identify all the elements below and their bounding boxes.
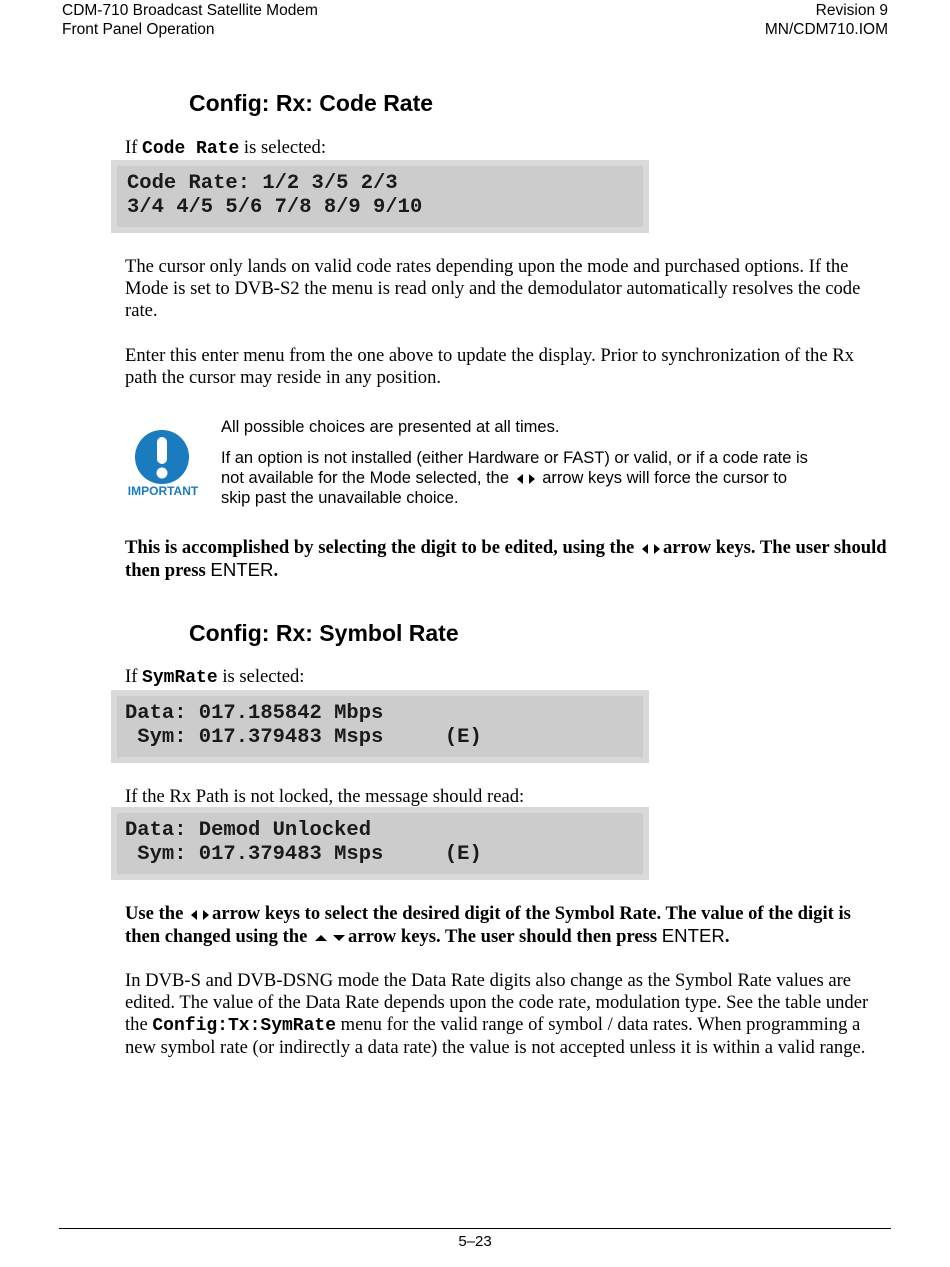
lcd-line-2: 3/4 4/5 5/6 7/8 8/9 9/10 — [127, 196, 423, 219]
important-icon — [125, 428, 201, 500]
note-line-1: All possible choices are presented at all times. — [221, 418, 560, 436]
intro-suffix: is selected: — [239, 137, 327, 158]
up-arrow-icon — [315, 935, 327, 941]
unlocked-intro: If the Rx Path is not locked, the message should read: — [125, 786, 525, 807]
lcd-line-2: Sym: 017.379483 Msps (E) — [125, 843, 482, 866]
intro-suffix: is selected: — [217, 666, 305, 687]
bold-text-a: This is accomplished by selecting the digit to be edited, using the — [125, 537, 635, 558]
header-chapter: Front Panel Operation — [62, 21, 215, 38]
intro-prefix: If — [125, 666, 143, 687]
header-doc-title: CDM-710 Broadcast Satellite Modem — [62, 2, 318, 19]
code-rate-intro — [125, 137, 890, 160]
code-rate-bold-instruction — [125, 537, 890, 582]
lcd-display-symbol-rate — [111, 690, 649, 763]
lcd-display-code-rate — [111, 160, 649, 233]
header-doc-number: MN/CDM710.IOM — [764, 21, 888, 38]
note-text-a: If an option is not installed (either Hardware or FAST) or valid, or if a code rate is not available for the Mode selected, the — [221, 449, 808, 487]
bold-end: . — [724, 926, 730, 947]
code-rate-paragraph-2: Enter this enter menu from the one above to update the display. Prior to synchronization of the Rx path the cursor may reside in any position. — [125, 345, 854, 388]
bold-text-b: arrow keys. The user should then press — [125, 537, 887, 581]
intro-prefix: If — [125, 137, 143, 158]
right-arrow-icon — [529, 474, 535, 484]
lcd-display-unlocked — [111, 807, 649, 880]
symbol-rate-bold-instruction — [125, 903, 890, 948]
section-title-code-rate: Config: Rx: Code Rate — [189, 90, 434, 116]
note-text-b: arrow keys will force the cursor to skip past the unavailable choice. — [221, 469, 788, 507]
bold-text-b: arrow keys to select the desired digit of the Symbol Rate. The value of the digit is then changed using the — [125, 903, 851, 947]
para-text-b: menu for the valid range of symbol / data rates. When programming a new symbol rate (or indirectly a data rate) the value is not accepted unless it is within a valid range. — [125, 1014, 866, 1058]
bold-text-a: Use the — [125, 903, 184, 924]
lcd-line-1: Data: Demod Unlocked — [125, 819, 372, 842]
intro-code: Code Rate — [142, 139, 240, 159]
right-arrow-icon — [203, 910, 209, 920]
bold-text-c: arrow keys. The user should then press — [348, 926, 658, 947]
para-text-a: In DVB-S and DVB-DSNG mode the Data Rate digits also change as the Symbol Rate values are edited. The value of the Data Rate depends upon the code rate, modulation type. See the table under the — [125, 970, 869, 1035]
header-right — [765, 1, 888, 39]
section-title-symbol-rate: Config: Rx: Symbol Rate — [189, 620, 459, 646]
down-arrow-icon — [333, 935, 345, 941]
lcd-line-2: Sym: 017.379483 Msps (E) — [125, 726, 482, 749]
header-left — [62, 1, 318, 39]
code-rate-paragraph-1: The cursor only lands on valid code rates depending upon the mode and purchased options. If the Mode is set to DVB-S2 the menu is read only and the demodulator automatically resolves the code rate. — [125, 256, 861, 321]
page-number: 5–23 — [458, 1233, 492, 1250]
intro-code: SymRate — [142, 668, 218, 688]
enter-key-label: ENTER — [661, 925, 725, 946]
left-arrow-icon — [191, 910, 197, 920]
enter-key-label: ENTER — [210, 559, 274, 580]
note-line-2 — [221, 448, 811, 508]
symbol-rate-paragraph — [125, 970, 890, 1059]
symbol-rate-intro — [125, 666, 890, 689]
header-revision: Revision 9 — [815, 2, 888, 19]
lcd-line-1: Code Rate: 1/2 3/5 2/3 — [127, 172, 398, 195]
footer-divider — [59, 1228, 891, 1229]
bold-end: . — [273, 560, 279, 581]
menu-path-code: Config:Tx:SymRate — [152, 1016, 337, 1036]
lcd-line-1: Data: 017.185842 Mbps — [125, 702, 384, 725]
left-arrow-icon — [642, 544, 648, 554]
right-arrow-icon — [654, 544, 660, 554]
left-arrow-icon — [517, 474, 523, 484]
important-label: IMPORTANT — [127, 484, 199, 498]
